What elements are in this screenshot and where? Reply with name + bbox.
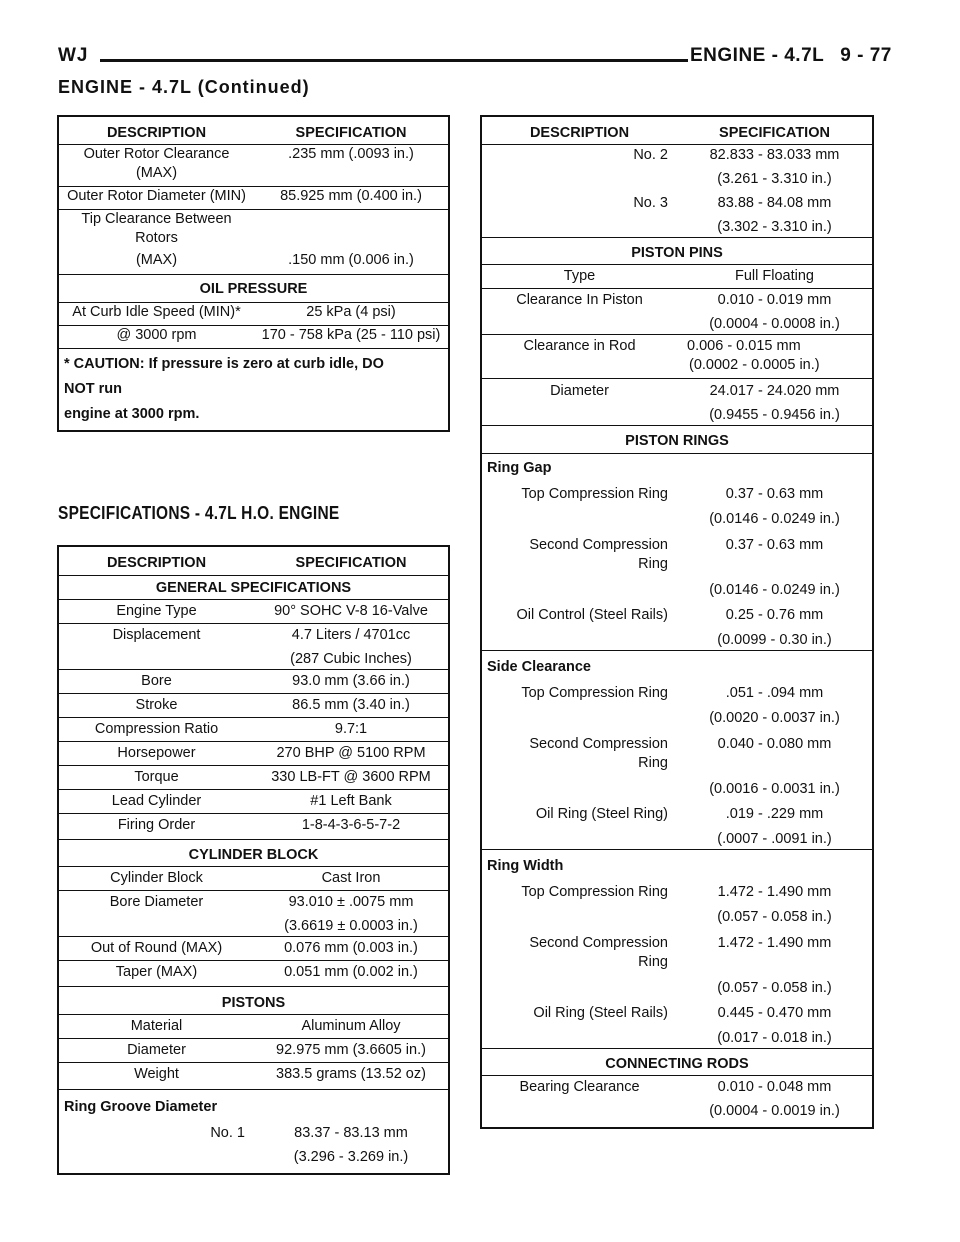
table-row <box>58 1090 449 1118</box>
row-specification <box>254 210 449 249</box>
col-description: DESCRIPTION <box>481 116 677 145</box>
col-specification: SPECIFICATION <box>254 116 449 145</box>
row-description <box>481 213 677 238</box>
row-specification: (3.6619 ± 0.0003 in.) <box>254 912 449 937</box>
row-specification: 82.833 - 83.033 mm <box>709 147 840 163</box>
row-specification: 0.010 - 0.019 mm <box>717 292 832 308</box>
table-row <box>58 145 449 187</box>
row-specification: 4.7 Liters / 4701cc <box>291 627 411 643</box>
table-row <box>58 1063 449 1090</box>
empty-cell <box>677 850 873 877</box>
table-row <box>58 624 449 646</box>
row-specification: (3.296 - 3.269 in.) <box>293 1149 409 1165</box>
row-description: Oil Ring (Steel Ring) <box>535 806 668 822</box>
row-specification: (0.0004 - 0.0019 in.) <box>709 1103 840 1119</box>
row-specification: (3.261 - 3.310 in.) <box>717 171 832 187</box>
ho-engine-spec-table <box>57 545 450 1175</box>
row-specification: 86.5 mm (3.40 in.) <box>254 694 449 718</box>
row-description <box>481 504 677 529</box>
row-description <box>481 824 677 850</box>
row-description: Material <box>58 1015 254 1039</box>
row-description: Clearance in Rod <box>481 335 677 379</box>
table-row <box>481 504 873 529</box>
row-description: Type <box>481 265 677 289</box>
row-specification: 1.472 - 1.490 mm <box>717 884 832 900</box>
side-clearance-label: Side Clearance <box>487 659 591 675</box>
section-heading: PISTON RINGS <box>481 426 873 454</box>
caution-note-line: * CAUTION: If pressure is zero at curb idle, DO <box>64 356 384 372</box>
row-description: Taper (MAX) <box>58 961 254 987</box>
table-row <box>481 145 873 166</box>
row-specification: (.0007 - .0091 in.) <box>677 824 873 850</box>
table-row <box>58 210 449 249</box>
table-row <box>58 187 449 210</box>
row-description: Top Compression Ring <box>521 486 668 502</box>
row-description: Diameter <box>550 383 609 399</box>
table-row <box>481 850 873 877</box>
continued-title: ENGINE - 4.7L (Continued) <box>58 77 310 97</box>
row-specification: (0.057 - 0.058 in.) <box>717 909 832 925</box>
row-specification: 90° SOHC V-8 16-Valve <box>254 600 449 624</box>
table-row <box>481 454 873 479</box>
section-heading-row <box>58 840 449 867</box>
table-row <box>481 213 873 238</box>
row-specification: (0.017 - 0.018 in.) <box>677 1023 873 1049</box>
row-description <box>481 625 677 651</box>
piston-ring-spec-table <box>480 115 874 1129</box>
table-row <box>481 651 873 678</box>
table-row <box>481 165 873 189</box>
table-row <box>481 728 873 773</box>
table-header-row <box>58 546 449 576</box>
section-heading-row <box>481 426 873 454</box>
section-heading-row <box>58 987 449 1015</box>
row-specification: #1 Left Bank <box>254 790 449 814</box>
table-row <box>58 718 449 742</box>
row-description: Second Compression Ring <box>529 935 668 970</box>
row-specification: 1.472 - 1.490 mm <box>717 935 832 951</box>
row-specification: (287 Cubic Inches) <box>254 645 449 670</box>
table-row <box>481 799 873 824</box>
row-description: Bearing Clearance <box>519 1079 640 1095</box>
row-specification: (0.0020 - 0.0037 in.) <box>709 710 840 726</box>
table-row <box>58 742 449 766</box>
row-description: Top Compression Ring <box>521 685 668 701</box>
row-description <box>58 645 254 670</box>
row-specification: 9.7:1 <box>254 718 449 742</box>
row-specification: 0.25 - 0.76 mm <box>725 607 824 623</box>
row-specification: 330 LB-FT @ 3600 RPM <box>254 766 449 790</box>
row-description: Oil Control (Steel Rails) <box>516 607 668 623</box>
table-row <box>58 670 449 694</box>
row-specification: 0.445 - 0.470 mm <box>717 1005 832 1021</box>
empty-cell <box>254 1090 449 1118</box>
row-description: Torque <box>58 766 254 790</box>
row-specification: (3.302 - 3.310 in.) <box>677 213 873 238</box>
table-row <box>481 600 873 625</box>
row-description: Weight <box>58 1063 254 1090</box>
row-specification <box>677 335 873 379</box>
row-specification: (0.9455 - 0.9456 in.) <box>677 401 873 426</box>
table-row <box>481 265 873 289</box>
row-description: Displacement <box>112 627 201 643</box>
row-specification: Full Floating <box>677 265 873 289</box>
row-specification: 0.040 - 0.080 mm <box>717 736 832 752</box>
table-row <box>481 998 873 1023</box>
row-description: No. 2 <box>633 147 668 163</box>
table-row <box>481 335 873 379</box>
row-description: Oil Ring (Steel Rails) <box>533 1005 668 1021</box>
table-header-row <box>481 116 873 145</box>
row-specification: 270 BHP @ 5100 RPM <box>254 742 449 766</box>
table-row <box>58 1117 449 1143</box>
row-description: Bore Diameter <box>109 894 204 910</box>
row-specification: 93.010 ± .0075 mm <box>288 894 414 910</box>
row-specification: 25 kPa (4 psi) <box>254 303 449 326</box>
section-heading: CYLINDER BLOCK <box>58 840 449 867</box>
row-description: Compression Ratio <box>58 718 254 742</box>
section-title: SPECIFICATIONS - 4.7L H.O. ENGINE <box>58 503 340 523</box>
row-specification: Aluminum Alloy <box>254 1015 449 1039</box>
row-description: Tip Clearance Between Rotors <box>81 211 232 246</box>
ring-groove-label: Ring Groove Diameter <box>64 1099 218 1115</box>
row-specification: (0.0146 - 0.0249 in.) <box>709 582 840 598</box>
table-header-row <box>58 116 449 145</box>
header-section-title: ENGINE - 4.7L <box>690 45 825 66</box>
table-row <box>481 677 873 703</box>
ring-gap-label: Ring Gap <box>487 460 552 476</box>
row-description <box>58 912 254 937</box>
row-specification: 0.051 mm (0.002 in.) <box>254 961 449 987</box>
row-specification: 83.37 - 83.13 mm <box>294 1125 408 1141</box>
spec-line: 0.006 - 0.015 mm <box>687 338 801 354</box>
col-specification: SPECIFICATION <box>254 546 449 576</box>
row-specification: (0.0146 - 0.0249 in.) <box>709 511 840 527</box>
col-description: DESCRIPTION <box>58 116 254 145</box>
section-heading-row <box>58 275 449 303</box>
table-row <box>58 1015 449 1039</box>
row-specification: (0.0016 - 0.0031 in.) <box>709 781 840 797</box>
row-description <box>481 574 677 600</box>
ring-width-label: Ring Width <box>487 858 564 874</box>
section-heading-row <box>481 238 873 265</box>
spec-line: (0.0002 - 0.0005 in.) <box>689 357 820 373</box>
table-row <box>481 1023 873 1049</box>
table-row <box>58 766 449 790</box>
row-description <box>481 310 677 335</box>
table-row <box>481 773 873 799</box>
table-row <box>58 891 449 913</box>
row-description: Outer Rotor Clearance (MAX) <box>58 145 254 187</box>
section-heading: OIL PRESSURE <box>58 275 449 303</box>
header-manual-code: WJ <box>58 45 89 66</box>
row-description: Diameter <box>58 1039 254 1063</box>
row-description <box>481 773 677 799</box>
row-description: @ 3000 rpm <box>58 326 254 349</box>
row-description <box>481 165 677 189</box>
row-specification: 85.925 mm (0.400 in.) <box>254 187 449 210</box>
table-row <box>481 927 873 972</box>
row-description: Bore <box>58 670 254 694</box>
row-description: Out of Round (MAX) <box>58 937 254 961</box>
row-specification: 93.0 mm (3.66 in.) <box>254 670 449 694</box>
table-row <box>58 600 449 624</box>
table-row <box>58 790 449 814</box>
caution-note-line: engine at 3000 rpm. <box>64 406 200 422</box>
table-row <box>481 1097 873 1128</box>
row-specification: 0.37 - 0.63 mm <box>725 537 824 553</box>
row-specification: 0.010 - 0.048 mm <box>717 1079 832 1095</box>
row-description: Outer Rotor Diameter (MIN) <box>58 187 254 210</box>
row-specification: (0.057 - 0.058 in.) <box>717 980 832 996</box>
table-row <box>481 529 873 574</box>
table-row <box>58 248 449 275</box>
row-description: Clearance In Piston <box>516 292 643 308</box>
row-description: Cylinder Block <box>58 867 254 891</box>
section-heading-row <box>481 1049 873 1076</box>
table-row <box>481 289 873 311</box>
table-row <box>58 912 449 937</box>
table-row <box>481 401 873 426</box>
row-description: Horsepower <box>58 742 254 766</box>
row-specification: 1-8-4-3-6-5-7-2 <box>254 814 449 840</box>
empty-cell <box>677 651 873 678</box>
row-description: Second Compression Ring <box>529 736 668 771</box>
section-heading: PISTONS <box>58 987 449 1015</box>
row-description: Firing Order <box>58 814 254 840</box>
table-row <box>58 961 449 987</box>
table-row <box>481 824 873 850</box>
row-specification: 0.37 - 0.63 mm <box>725 486 824 502</box>
row-description <box>481 401 677 426</box>
row-specification: .235 mm (.0093 in.) <box>254 145 449 187</box>
row-specification: 170 - 758 kPa (25 - 110 psi) <box>254 326 449 349</box>
table-row <box>481 310 873 335</box>
row-description: Lead Cylinder <box>58 790 254 814</box>
row-description: At Curb Idle Speed (MIN)* <box>58 303 254 326</box>
table-row <box>58 1143 449 1174</box>
row-description <box>481 1023 677 1049</box>
caution-note-line: NOT run <box>64 381 122 397</box>
row-specification: .150 mm (0.006 in.) <box>254 248 449 275</box>
row-specification: 83.88 - 84.08 mm <box>717 195 832 211</box>
row-description <box>481 902 677 927</box>
row-description: (MAX) <box>58 248 254 275</box>
row-specification: .051 - .094 mm <box>725 685 824 701</box>
table-row <box>58 303 449 326</box>
row-description <box>58 1143 254 1174</box>
row-specification: 0.076 mm (0.003 in.) <box>254 937 449 961</box>
table-row <box>481 1076 873 1098</box>
caution-note <box>58 349 449 432</box>
header-rule <box>100 59 688 62</box>
header-section <box>690 45 892 67</box>
page-number: 9 - 77 <box>840 45 892 66</box>
row-specification: 383.5 grams (13.52 oz) <box>254 1063 449 1090</box>
caution-note-row <box>58 349 449 432</box>
row-description <box>481 703 677 728</box>
table-row <box>58 867 449 891</box>
section-heading: PISTON PINS <box>481 238 873 265</box>
row-description: Stroke <box>58 694 254 718</box>
table-row <box>58 937 449 961</box>
section-heading: GENERAL SPECIFICATIONS <box>58 576 449 600</box>
table-row <box>58 1039 449 1063</box>
section-heading-row <box>58 576 449 600</box>
table-row <box>481 703 873 728</box>
row-specification: (0.0099 - 0.30 in.) <box>677 625 873 651</box>
row-specification: 24.017 - 24.020 mm <box>709 383 840 399</box>
row-specification: (0.0004 - 0.0008 in.) <box>677 310 873 335</box>
row-specification: 92.975 mm (3.6605 in.) <box>254 1039 449 1063</box>
table-row <box>58 645 449 670</box>
table-row <box>481 902 873 927</box>
table-row <box>58 814 449 840</box>
row-description <box>481 972 677 998</box>
row-description: Engine Type <box>58 600 254 624</box>
table-row <box>58 694 449 718</box>
row-description: Top Compression Ring <box>521 884 668 900</box>
row-description <box>481 1097 677 1128</box>
row-specification: Cast Iron <box>254 867 449 891</box>
col-specification: SPECIFICATION <box>677 116 873 145</box>
row-description: Second Compression Ring <box>529 537 668 572</box>
oil-pump-spec-table <box>57 115 450 432</box>
table-row <box>481 876 873 902</box>
table-row <box>481 574 873 600</box>
empty-cell <box>677 454 873 479</box>
table-row <box>481 379 873 402</box>
col-description: DESCRIPTION <box>58 546 254 576</box>
row-description: No. 3 <box>633 195 668 211</box>
table-row <box>58 326 449 349</box>
table-row <box>481 478 873 504</box>
row-specification: .019 - .229 mm <box>725 806 824 822</box>
section-heading: CONNECTING RODS <box>481 1049 873 1076</box>
table-row <box>481 972 873 998</box>
table-row <box>481 625 873 651</box>
table-row <box>481 189 873 213</box>
row-description: No. 1 <box>210 1125 245 1141</box>
